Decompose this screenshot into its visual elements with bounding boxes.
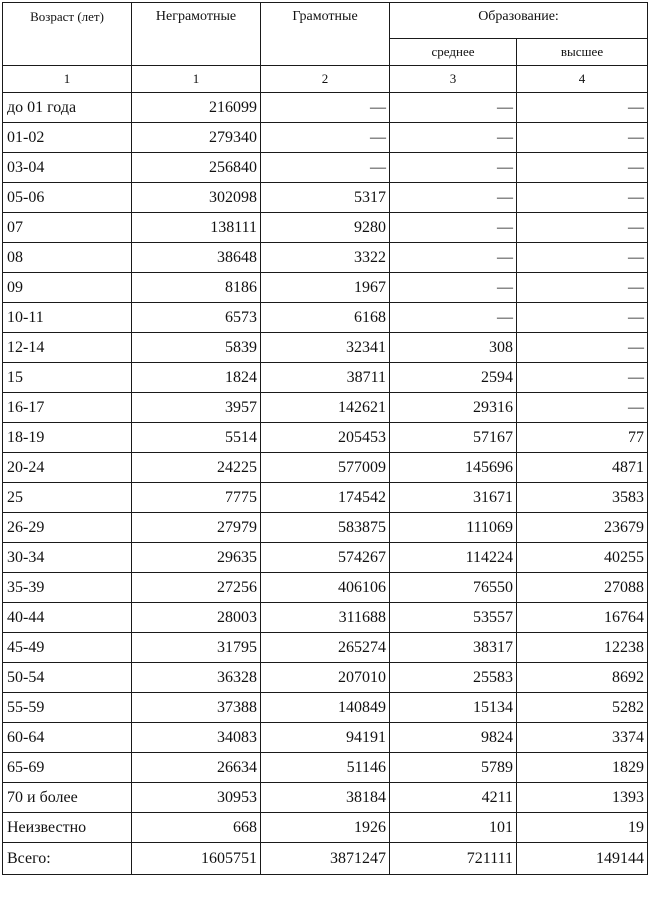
illiterate-cell: 34083 <box>132 723 261 753</box>
secondary-cell: — <box>390 153 517 183</box>
age-cell: 65-69 <box>3 753 132 783</box>
table-row <box>3 783 648 813</box>
table-row <box>3 543 648 573</box>
secondary-cell: 2594 <box>390 363 517 393</box>
secondary-cell: 101 <box>390 813 517 843</box>
age-cell: 40-44 <box>3 603 132 633</box>
literate-cell: 574267 <box>261 543 390 573</box>
table-row <box>3 153 648 183</box>
secondary-cell: — <box>390 303 517 333</box>
header-secondary: среднее <box>390 39 517 66</box>
column-number: 3 <box>390 66 517 93</box>
column-number: 1 <box>132 66 261 93</box>
higher-cell: 3583 <box>517 483 648 513</box>
header-age: Возраст (лет) <box>3 3 132 66</box>
secondary-cell: 38317 <box>390 633 517 663</box>
illiterate-cell: 5514 <box>132 423 261 453</box>
illiterate-cell: 3957 <box>132 393 261 423</box>
illiterate-cell: 6573 <box>132 303 261 333</box>
secondary-cell: 53557 <box>390 603 517 633</box>
higher-cell: — <box>517 153 648 183</box>
higher-cell: — <box>517 363 648 393</box>
literate-cell: 38184 <box>261 783 390 813</box>
illiterate-cell: 37388 <box>132 693 261 723</box>
table-row <box>3 213 648 243</box>
age-cell: 25 <box>3 483 132 513</box>
age-cell: до 01 года <box>3 93 132 123</box>
illiterate-cell: 28003 <box>132 603 261 633</box>
illiterate-cell: 29635 <box>132 543 261 573</box>
table-row <box>3 573 648 603</box>
illiterate-cell: 24225 <box>132 453 261 483</box>
illiterate-cell: 27256 <box>132 573 261 603</box>
age-cell: 05-06 <box>3 183 132 213</box>
illiterate-cell: 38648 <box>132 243 261 273</box>
literate-cell: — <box>261 93 390 123</box>
age-cell: 08 <box>3 243 132 273</box>
table-row <box>3 633 648 663</box>
table-row <box>3 123 648 153</box>
table-row <box>3 753 648 783</box>
secondary-cell: 29316 <box>390 393 517 423</box>
secondary-cell: — <box>390 183 517 213</box>
secondary-cell: 76550 <box>390 573 517 603</box>
table-row <box>3 513 648 543</box>
header-education: Образование: <box>390 3 648 39</box>
age-cell: 60-64 <box>3 723 132 753</box>
illiterate-cell: 668 <box>132 813 261 843</box>
higher-cell: 1393 <box>517 783 648 813</box>
higher-cell: 8692 <box>517 663 648 693</box>
literate-cell: 142621 <box>261 393 390 423</box>
higher-cell: — <box>517 273 648 303</box>
age-cell: 07 <box>3 213 132 243</box>
higher-cell: 40255 <box>517 543 648 573</box>
illiterate-cell: 216099 <box>132 93 261 123</box>
higher-cell: 5282 <box>517 693 648 723</box>
table-row <box>3 813 648 843</box>
literacy-by-age-table <box>2 2 648 875</box>
illiterate-cell: 1605751 <box>132 843 261 875</box>
age-cell: 70 и более <box>3 783 132 813</box>
illiterate-cell: 31795 <box>132 633 261 663</box>
higher-cell: 16764 <box>517 603 648 633</box>
literate-cell: — <box>261 153 390 183</box>
age-cell: 50-54 <box>3 663 132 693</box>
table-row <box>3 363 648 393</box>
literate-cell: 3322 <box>261 243 390 273</box>
illiterate-cell: 256840 <box>132 153 261 183</box>
secondary-cell: 57167 <box>390 423 517 453</box>
age-cell: 30-34 <box>3 543 132 573</box>
literate-cell: 51146 <box>261 753 390 783</box>
secondary-cell: — <box>390 93 517 123</box>
secondary-cell: 145696 <box>390 453 517 483</box>
literate-cell: 6168 <box>261 303 390 333</box>
secondary-cell: 9824 <box>390 723 517 753</box>
literate-cell: 207010 <box>261 663 390 693</box>
secondary-cell: — <box>390 123 517 153</box>
literate-cell: 1926 <box>261 813 390 843</box>
illiterate-cell: 1824 <box>132 363 261 393</box>
literate-cell: 3871247 <box>261 843 390 875</box>
table-row <box>3 693 648 723</box>
table-row <box>3 723 648 753</box>
secondary-cell: 5789 <box>390 753 517 783</box>
secondary-cell: — <box>390 273 517 303</box>
table-header <box>3 3 648 93</box>
age-cell: Неизвестно <box>3 813 132 843</box>
column-number-row <box>3 66 648 93</box>
secondary-cell: 4211 <box>390 783 517 813</box>
literate-cell: 38711 <box>261 363 390 393</box>
higher-cell: 3374 <box>517 723 648 753</box>
table-row <box>3 93 648 123</box>
age-cell: 26-29 <box>3 513 132 543</box>
literate-cell: 265274 <box>261 633 390 663</box>
column-number: 2 <box>261 66 390 93</box>
header-illiterate: Неграмотные <box>132 3 261 66</box>
secondary-cell: — <box>390 243 517 273</box>
table-row <box>3 453 648 483</box>
literate-cell: 1967 <box>261 273 390 303</box>
header-literate: Грамотные <box>261 3 390 66</box>
secondary-cell: 111069 <box>390 513 517 543</box>
higher-cell: 27088 <box>517 573 648 603</box>
illiterate-cell: 26634 <box>132 753 261 783</box>
higher-cell: — <box>517 243 648 273</box>
secondary-cell: 308 <box>390 333 517 363</box>
header-higher: высшее <box>517 39 648 66</box>
literate-cell: 205453 <box>261 423 390 453</box>
secondary-cell: 25583 <box>390 663 517 693</box>
illiterate-cell: 138111 <box>132 213 261 243</box>
age-cell: 01-02 <box>3 123 132 153</box>
higher-cell: 12238 <box>517 633 648 663</box>
higher-cell: — <box>517 93 648 123</box>
table-row <box>3 303 648 333</box>
age-cell: 20-24 <box>3 453 132 483</box>
age-cell: 03-04 <box>3 153 132 183</box>
higher-cell: 19 <box>517 813 648 843</box>
literate-cell: 583875 <box>261 513 390 543</box>
higher-cell: 149144 <box>517 843 648 875</box>
age-cell: 35-39 <box>3 573 132 603</box>
age-cell: Всего: <box>3 843 132 875</box>
higher-cell: — <box>517 213 648 243</box>
column-number: 4 <box>517 66 648 93</box>
age-cell: 12-14 <box>3 333 132 363</box>
higher-cell: 77 <box>517 423 648 453</box>
literate-cell: 174542 <box>261 483 390 513</box>
table-row <box>3 333 648 363</box>
illiterate-cell: 27979 <box>132 513 261 543</box>
higher-cell: — <box>517 123 648 153</box>
illiterate-cell: 5839 <box>132 333 261 363</box>
table-row <box>3 393 648 423</box>
literate-cell: 94191 <box>261 723 390 753</box>
literate-cell: 9280 <box>261 213 390 243</box>
table-row <box>3 183 648 213</box>
secondary-cell: 721111 <box>390 843 517 875</box>
secondary-cell: 15134 <box>390 693 517 723</box>
age-cell: 15 <box>3 363 132 393</box>
table-row <box>3 423 648 453</box>
age-cell: 45-49 <box>3 633 132 663</box>
age-cell: 18-19 <box>3 423 132 453</box>
age-cell: 10-11 <box>3 303 132 333</box>
secondary-cell: 31671 <box>390 483 517 513</box>
literate-cell: 311688 <box>261 603 390 633</box>
literate-cell: 577009 <box>261 453 390 483</box>
table-row <box>3 603 648 633</box>
literate-cell: 32341 <box>261 333 390 363</box>
age-cell: 55-59 <box>3 693 132 723</box>
table-body <box>3 93 648 875</box>
table-row <box>3 483 648 513</box>
illiterate-cell: 279340 <box>132 123 261 153</box>
higher-cell: — <box>517 303 648 333</box>
higher-cell: — <box>517 333 648 363</box>
illiterate-cell: 7775 <box>132 483 261 513</box>
illiterate-cell: 302098 <box>132 183 261 213</box>
higher-cell: 1829 <box>517 753 648 783</box>
higher-cell: 4871 <box>517 453 648 483</box>
higher-cell: 23679 <box>517 513 648 543</box>
literate-cell: 5317 <box>261 183 390 213</box>
table-row <box>3 243 648 273</box>
literate-cell: 140849 <box>261 693 390 723</box>
secondary-cell: 114224 <box>390 543 517 573</box>
higher-cell: — <box>517 393 648 423</box>
illiterate-cell: 36328 <box>132 663 261 693</box>
total-row <box>3 843 648 875</box>
secondary-cell: — <box>390 213 517 243</box>
literate-cell: 406106 <box>261 573 390 603</box>
table-row <box>3 273 648 303</box>
age-cell: 09 <box>3 273 132 303</box>
table-row <box>3 663 648 693</box>
age-cell: 16-17 <box>3 393 132 423</box>
column-number: 1 <box>3 66 132 93</box>
illiterate-cell: 8186 <box>132 273 261 303</box>
literate-cell: — <box>261 123 390 153</box>
illiterate-cell: 30953 <box>132 783 261 813</box>
higher-cell: — <box>517 183 648 213</box>
